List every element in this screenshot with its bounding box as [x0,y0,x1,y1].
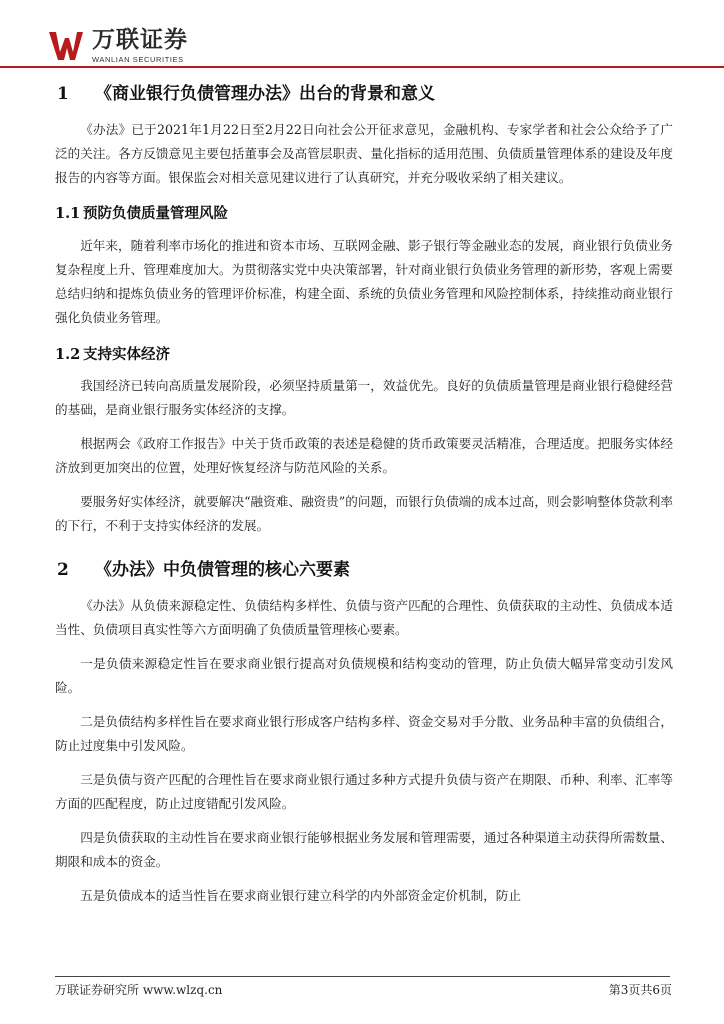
section-1-heading [55,82,673,106]
document-body [55,82,673,908]
logo-text-cn: 万联证券 [92,27,188,53]
section-number: 1 [57,84,69,104]
section-number: 1.2 [55,346,81,363]
paragraph: 一是负债来源稳定性旨在要求商业银行提高对负债规模和结构变动的管理，防止负债大幅异常变动引发风险。 [55,656,673,695]
section-title: 《办法》中负债管理的核心六要素 [95,560,350,580]
section-title: 支持实体经济 [83,346,170,363]
paragraph: 《办法》从负债来源稳定性、负债结构多样性、负债与资产匹配的合理性、负债获取的主动性、负债成本适当性、负债项目真实性等六方面明确了负债质量管理核心要素。 [55,598,673,637]
section-2-heading [55,558,673,582]
footer-source: 万联证券研究所 www.wlzq.cn [55,983,223,997]
paragraph: 我国经济已转向高质量发展阶段，必须坚持质量第一，效益优先。良好的负债质量管理是商业银行稳健经营的基础，是商业银行服务实体经济的支撑。 [55,378,673,417]
paragraph: 要服务好实体经济，就要解决“融资难、融资贵”的问题，而银行负债端的成本过高，则会影响整体贷款利率的下行，不利于支持实体经济的发展。 [55,494,673,533]
section-1-2-heading [55,344,673,366]
paragraph: 五是负债成本的适当性旨在要求商业银行建立科学的内外部资金定价机制，防止 [80,888,521,903]
paragraph: 根据两会《政府工作报告》中关于货币政策的表述是稳健的货币政策要灵活精准，合理适度。把服务实体经济放到更加突出的位置，处理好恢复经济与防范风险的关系。 [55,436,673,475]
paragraph: 二是负债结构多样性旨在要求商业银行形成客户结构多样、资金交易对手分散、业务品种丰富的负债组合，防止过度集中引发风险。 [55,714,673,753]
page-header [0,0,724,70]
section-1-1-heading [55,203,673,225]
logo-text-en: WANLIAN SECURITIES [92,55,184,64]
paragraph: 四是负债获取的主动性旨在要求商业银行能够根据业务发展和管理需要，通过各种渠道主动获得所需数量、期限和成本的资金。 [55,830,673,869]
paragraph: 近年来，随着利率市场化的推进和资本市场、互联网金融、影子银行等金融业态的发展，商业银行负债业务复杂程度上升、管理难度加大。为贯彻落实党中央决策部署，针对商业银行负债业务管理的新形势，客观上需要总结归纳和提炼负债业务的管理评价标准，构建全面、系统的负债业务管理和风险控制体系，持续推动商业银行强化负债业务管理。 [55,238,673,325]
footer-divider [55,976,670,977]
header-divider [0,66,724,68]
section-title: 预防负债质量管理风险 [83,205,228,222]
page-number: 第3页共6页 [608,983,672,997]
wanlian-logo-icon [48,30,84,62]
section-title: 《商业银行负债管理办法》出台的背景和意义 [95,84,435,104]
section-number: 2 [57,560,69,580]
section-number: 1.1 [55,205,81,222]
paragraph: 三是负债与资产匹配的合理性旨在要求商业银行通过多种方式提升负债与资产在期限、币种、利率、汇率等方面的匹配程度，防止过度错配引发风险。 [55,772,673,811]
paragraph: 《办法》已于2021年1月22日至2月22日向社会公开征求意见，金融机构、专家学者和社会公众给予了广泛的关注。各方反馈意见主要包括董事会及高管层职责、量化指标的适用范围、负债质量管理体系的建设及年度报告的内容等方面。银保监会对相关意见建议进行了认真研究，并充分吸收采纳了相关建议。 [55,122,673,185]
